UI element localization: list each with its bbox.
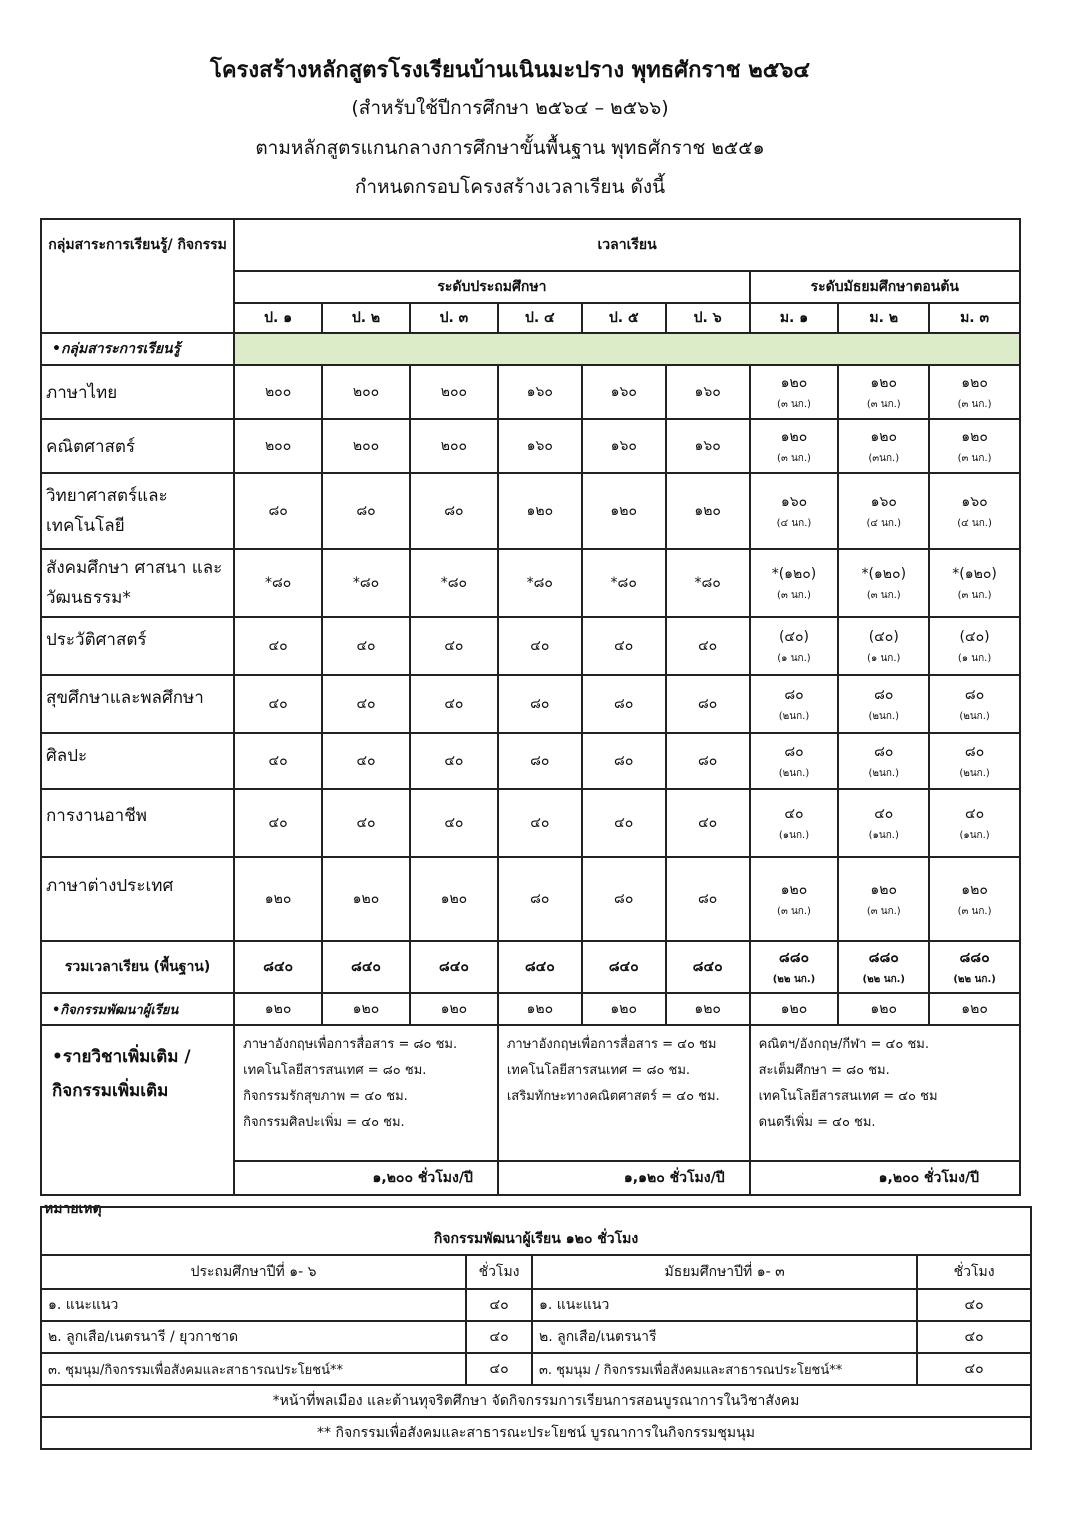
total-value: ๘๔๐ [666,941,750,993]
grade-header: ป. ๓ [410,303,498,333]
cell-value: ๑๒๐ [838,993,929,1025]
cell-value: ๑๖๐ (๔ นก.) [929,473,1020,549]
cell-value: *๘๐ [322,549,410,617]
cell-value: ๘๐ [582,675,666,733]
cell-value: ๑๒๐ (๓ นก.) [929,419,1020,473]
document-subtitle-2: ตามหลักสูตรแกนกลางการศึกษาขั้นพื้นฐาน พุทธศักราช ๒๕๕๑ [255,137,765,159]
cell-value: ๑๒๐ [322,857,410,941]
cell-value: ๔๐ [234,733,322,789]
cell-value: ๑๖๐ [498,365,582,419]
cell-value: ๑๖๐ (๔ นก.) [838,473,929,549]
cell-value: ๘๐ [582,857,666,941]
activity-hours: ๔๐ [917,1289,1031,1321]
cell-value: *๘๐ [498,549,582,617]
cell-value: ๘๐ (๒นก.) [750,675,839,733]
grade-header: ป. ๖ [666,303,750,333]
activity-item: ๒. ลูกเสือ/เนตรนารี / ยุวกาชาด [41,1321,466,1353]
document-subtitle-3: กำหนดกรอบโครงสร้างเวลาเรียน ดังนี้ [354,176,666,198]
cell-value: ๔๐ [322,789,410,857]
cell-value: ๑๒๐ [582,993,666,1025]
cell-value: ๔๐ [666,617,750,675]
activity-hours: ๔๐ [917,1321,1031,1353]
grade-header: ม. ๓ [929,303,1020,333]
cell-value: ๘๐ [322,473,410,549]
group-header: กลุ่มสาระการเรียนรู้/ กิจกรรม [41,219,234,333]
cell-value: ๑๒๐ (๓นก.) [838,419,929,473]
curriculum-table [40,218,1021,1196]
document-subtitle: (สำหรับใช้ปีการศึกษา ๒๕๖๔ – ๒๕๖๖) [351,97,669,119]
cell-value: ๔๐ [322,733,410,789]
cell-value: ๔๐ [234,789,322,857]
cell-value: ๔๐ [322,675,410,733]
footnote-1: *หน้าที่พลเมือง และต้านทุจริตศึกษา จัดกิจกรรมการเรียนการสอนบูรณาการในวิชาสังคม [41,1385,1031,1417]
cell-value: *๘๐ [582,549,666,617]
table-row [41,789,1020,857]
cell-value: *(๑๒๐) (๓ นก.) [838,549,929,617]
cell-value: (๔๐) (๑ นก.) [750,617,839,675]
cell-value: ๑๒๐ (๓ นก.) [929,365,1020,419]
total-value: ๘๔๐ [234,941,322,993]
activity-item: ๑. แนะแนว [41,1289,466,1321]
table-row [41,1321,1031,1353]
table-row [41,549,1020,617]
subject-name: สุขศึกษาและพลศึกษา [41,675,234,733]
cell-value: ๑๒๐ [582,473,666,549]
cell-value: ๑๖๐ [582,419,666,473]
cell-value: ๒๐๐ [410,419,498,473]
activity-notes-table [40,1206,1032,1450]
cell-value: ๔๐ [410,789,498,857]
cell-value: ๘๐ (๒นก.) [750,733,839,789]
cell-value: ๑๒๐ [234,857,322,941]
cell-value: ๑๒๐ [234,993,322,1025]
secondary-header: มัธยมศึกษาปีที่ ๑- ๓ [532,1255,917,1289]
grade-header: ป. ๕ [582,303,666,333]
total-value: ๘๘๐ (๒๒ นก.) [929,941,1020,993]
cell-value: ๑๒๐ (๓ นก.) [838,365,929,419]
notes-label: หมายเหตุ [44,1201,102,1217]
year-total-p4-6: ๑,๑๒๐ ชั่วโมง/ปี [498,1161,750,1195]
cell-value: ๔๐ [410,675,498,733]
section-fill [234,333,1020,365]
cell-value: ๘๐ [234,473,322,549]
cell-value: ๘๐ (๒นก.) [838,675,929,733]
footnote-2: ** กิจกรรมเพื่อสังคมและสาธารณะประโยชน์ บูรณาการในกิจกรรมชุมนุม [41,1417,1031,1449]
subject-name: ภาษาต่างประเทศ [41,857,234,941]
cell-value: ๘๐ [498,857,582,941]
cell-value: ๘๐ [498,675,582,733]
elective-list-p4-6: ภาษาอังกฤษเพื่อการสื่อสาร = ๔๐ ชม เทคโนโลยีสารสนเทศ = ๘๐ ชม. เสริมทักษะทางคณิตศาสตร์ = ๔๐ ชม. [498,1025,750,1161]
primary-header: ประถมศึกษาปีที่ ๑- ๖ [41,1255,466,1289]
cell-value: ๔๐ [582,789,666,857]
total-value: ๘๔๐ [582,941,666,993]
elective-list-p1-3: ภาษาอังกฤษเพื่อการสื่อสาร = ๘๐ ชม. เทคโนโลยีสารสนเทศ = ๘๐ ชม. กิจกรรมรักสุขภาพ = ๔๐ ชม. กิจกรรมศิลปะเพิ่ม = ๔๐ ชม. [234,1025,498,1161]
table-row [41,617,1020,675]
grade-header: ม. ๒ [838,303,929,333]
table-row [41,733,1020,789]
cell-value: *๘๐ [410,549,498,617]
cell-value: ๘๐ [410,473,498,549]
cell-value: ๑๒๐ [410,993,498,1025]
total-value: ๘๘๐ (๒๒ นก.) [838,941,929,993]
section-label: •กลุ่มสาระการเรียนรู้ [41,333,234,365]
cell-value: *๘๐ [666,549,750,617]
cell-value: ๘๐ [666,675,750,733]
subject-name: การงานอาชีพ [41,789,234,857]
activity-row [41,993,1020,1025]
hours-header: ชั่วโมง [466,1255,532,1289]
subject-name: ศิลปะ [41,733,234,789]
cell-value: ๑๒๐ [410,857,498,941]
activity-item: ๓. ชุมนุม/กิจกรรมเพื่อสังคมและสาธารณประโยชน์** [41,1353,466,1385]
activity-item: ๓. ชุมนุม / กิจกรรมเพื่อสังคมและสาธารณประโยชน์** [532,1353,917,1385]
cell-value: (๔๐) (๑ นก.) [838,617,929,675]
year-total-p1-3: ๑,๒๐๐ ชั่วโมง/ปี [234,1161,498,1195]
subject-name: ประวัติศาสตร์ [41,617,234,675]
total-value: ๘๔๐ [410,941,498,993]
activity-hours: ๔๐ [466,1321,532,1353]
document-title: โครงสร้างหลักสูตรโรงเรียนบ้านเนินมะปราง พุทธศักราช ๒๕๖๔ [210,58,810,83]
grade-header: ป. ๒ [322,303,410,333]
activity-item: ๒. ลูกเสือ/เนตรนารี [532,1321,917,1353]
time-header: เวลาเรียน [234,219,1020,271]
cell-value: ๘๐ (๒นก.) [838,733,929,789]
cell-value: ๑๒๐ (๓ นก.) [929,857,1020,941]
cell-value: ๒๐๐ [234,419,322,473]
cell-value: ๔๐ [410,617,498,675]
cell-value: ๔๐ [410,733,498,789]
elective-row [41,1025,1020,1161]
table-row [41,473,1020,549]
table-row [41,1289,1031,1321]
activity-label: •กิจกรรมพัฒนาผู้เรียน [41,993,234,1025]
cell-value: ๔๐ [498,617,582,675]
grade-header: ป. ๔ [498,303,582,333]
cell-value: ๑๖๐ [666,419,750,473]
cell-value: ๒๐๐ [322,419,410,473]
cell-value: ๑๖๐ [498,419,582,473]
total-row [41,941,1020,993]
activity-item: ๑. แนะแนว [532,1289,917,1321]
cell-value: *(๑๒๐) (๓ นก.) [750,549,839,617]
cell-value: ๘๐ [498,733,582,789]
cell-value: ๘๐ [582,733,666,789]
cell-value: ๑๒๐ (๓ นก.) [750,857,839,941]
cell-value: ๘๐ (๒นก.) [929,733,1020,789]
primary-level-header: ระดับประถมศึกษา [234,271,749,303]
cell-value: ๑๒๐ (๓ นก.) [750,419,839,473]
subject-name: สังคมศึกษา ศาสนา และวัฒนธรรม* [41,549,234,617]
activity-hours: ๔๐ [466,1289,532,1321]
cell-value: ๔๐ [234,675,322,733]
cell-value: ๒๐๐ [322,365,410,419]
elective-list-m1-3: คณิตฯ/อังกฤษ/กีฬา = ๔๐ ชม. สะเต็มศึกษา = ๘๐ ชม. เทคโนโลยีสารสนเทศ = ๔๐ ชม ดนตรีเพิ่ม = ๔๐ ชม. [750,1025,1020,1161]
total-value: ๘๘๐ (๒๒ นก.) [750,941,839,993]
cell-value: ๔๐ (๑นก.) [750,789,839,857]
cell-value: (๔๐) (๑ นก.) [929,617,1020,675]
grade-header: ป. ๑ [234,303,322,333]
cell-value: ๑๖๐ (๔ นก.) [750,473,839,549]
cell-value: ๑๒๐ [666,993,750,1025]
activity-hours: ๔๐ [466,1353,532,1385]
table-row [41,365,1020,419]
total-label: รวมเวลาเรียน (พื้นฐาน) [41,941,234,993]
hours-header: ชั่วโมง [917,1255,1031,1289]
grade-header: ม. ๑ [750,303,839,333]
subject-name: วิทยาศาสตร์และ เทคโนโลยี [41,473,234,549]
cell-value: *(๑๒๐) (๓ นก.) [929,549,1020,617]
cell-value: ๔๐ [234,617,322,675]
cell-value: ๘๐ [666,733,750,789]
cell-value: ๔๐ [322,617,410,675]
secondary-level-header: ระดับมัธยมศึกษาตอนต้น [750,271,1020,303]
activity-notes-title: กิจกรรมพัฒนาผู้เรียน ๑๒๐ ชั่วโมง [41,1207,1031,1255]
cell-value: ๑๒๐ [498,473,582,549]
subject-name: ภาษาไทย [41,365,234,419]
cell-value: ๑๒๐ [322,993,410,1025]
cell-value: ๑๒๐ (๓ นก.) [838,857,929,941]
cell-value: ๒๐๐ [234,365,322,419]
year-total-m1-3: ๑,๒๐๐ ชั่วโมง/ปี [750,1161,1020,1195]
cell-value: ๒๐๐ [410,365,498,419]
cell-value: ๑๒๐ (๓ นก.) [750,365,839,419]
cell-value: ๔๐ [582,617,666,675]
table-row [41,1353,1031,1385]
cell-value: ๑๖๐ [582,365,666,419]
table-row [41,675,1020,733]
cell-value: ๑๒๐ [929,993,1020,1025]
activity-hours: ๔๐ [917,1353,1031,1385]
cell-value: *๘๐ [234,549,322,617]
cell-value: ๑๒๐ [666,473,750,549]
cell-value: ๘๐ [666,857,750,941]
table-row [41,419,1020,473]
cell-value: ๘๐ (๒นก.) [929,675,1020,733]
cell-value: ๔๐ [666,789,750,857]
cell-value: ๔๐ [498,789,582,857]
total-value: ๘๔๐ [322,941,410,993]
total-value: ๘๔๐ [498,941,582,993]
subject-name: คณิตศาสตร์ [41,419,234,473]
cell-value: ๑๒๐ [498,993,582,1025]
cell-value: ๔๐ (๑นก.) [929,789,1020,857]
cell-value: ๔๐ (๑นก.) [838,789,929,857]
table-row [41,857,1020,941]
cell-value: ๑๒๐ [750,993,839,1025]
cell-value: ๑๖๐ [666,365,750,419]
elective-label: •รายวิชาเพิ่มเติม / กิจกรรมเพิ่มเติม [41,1025,234,1195]
